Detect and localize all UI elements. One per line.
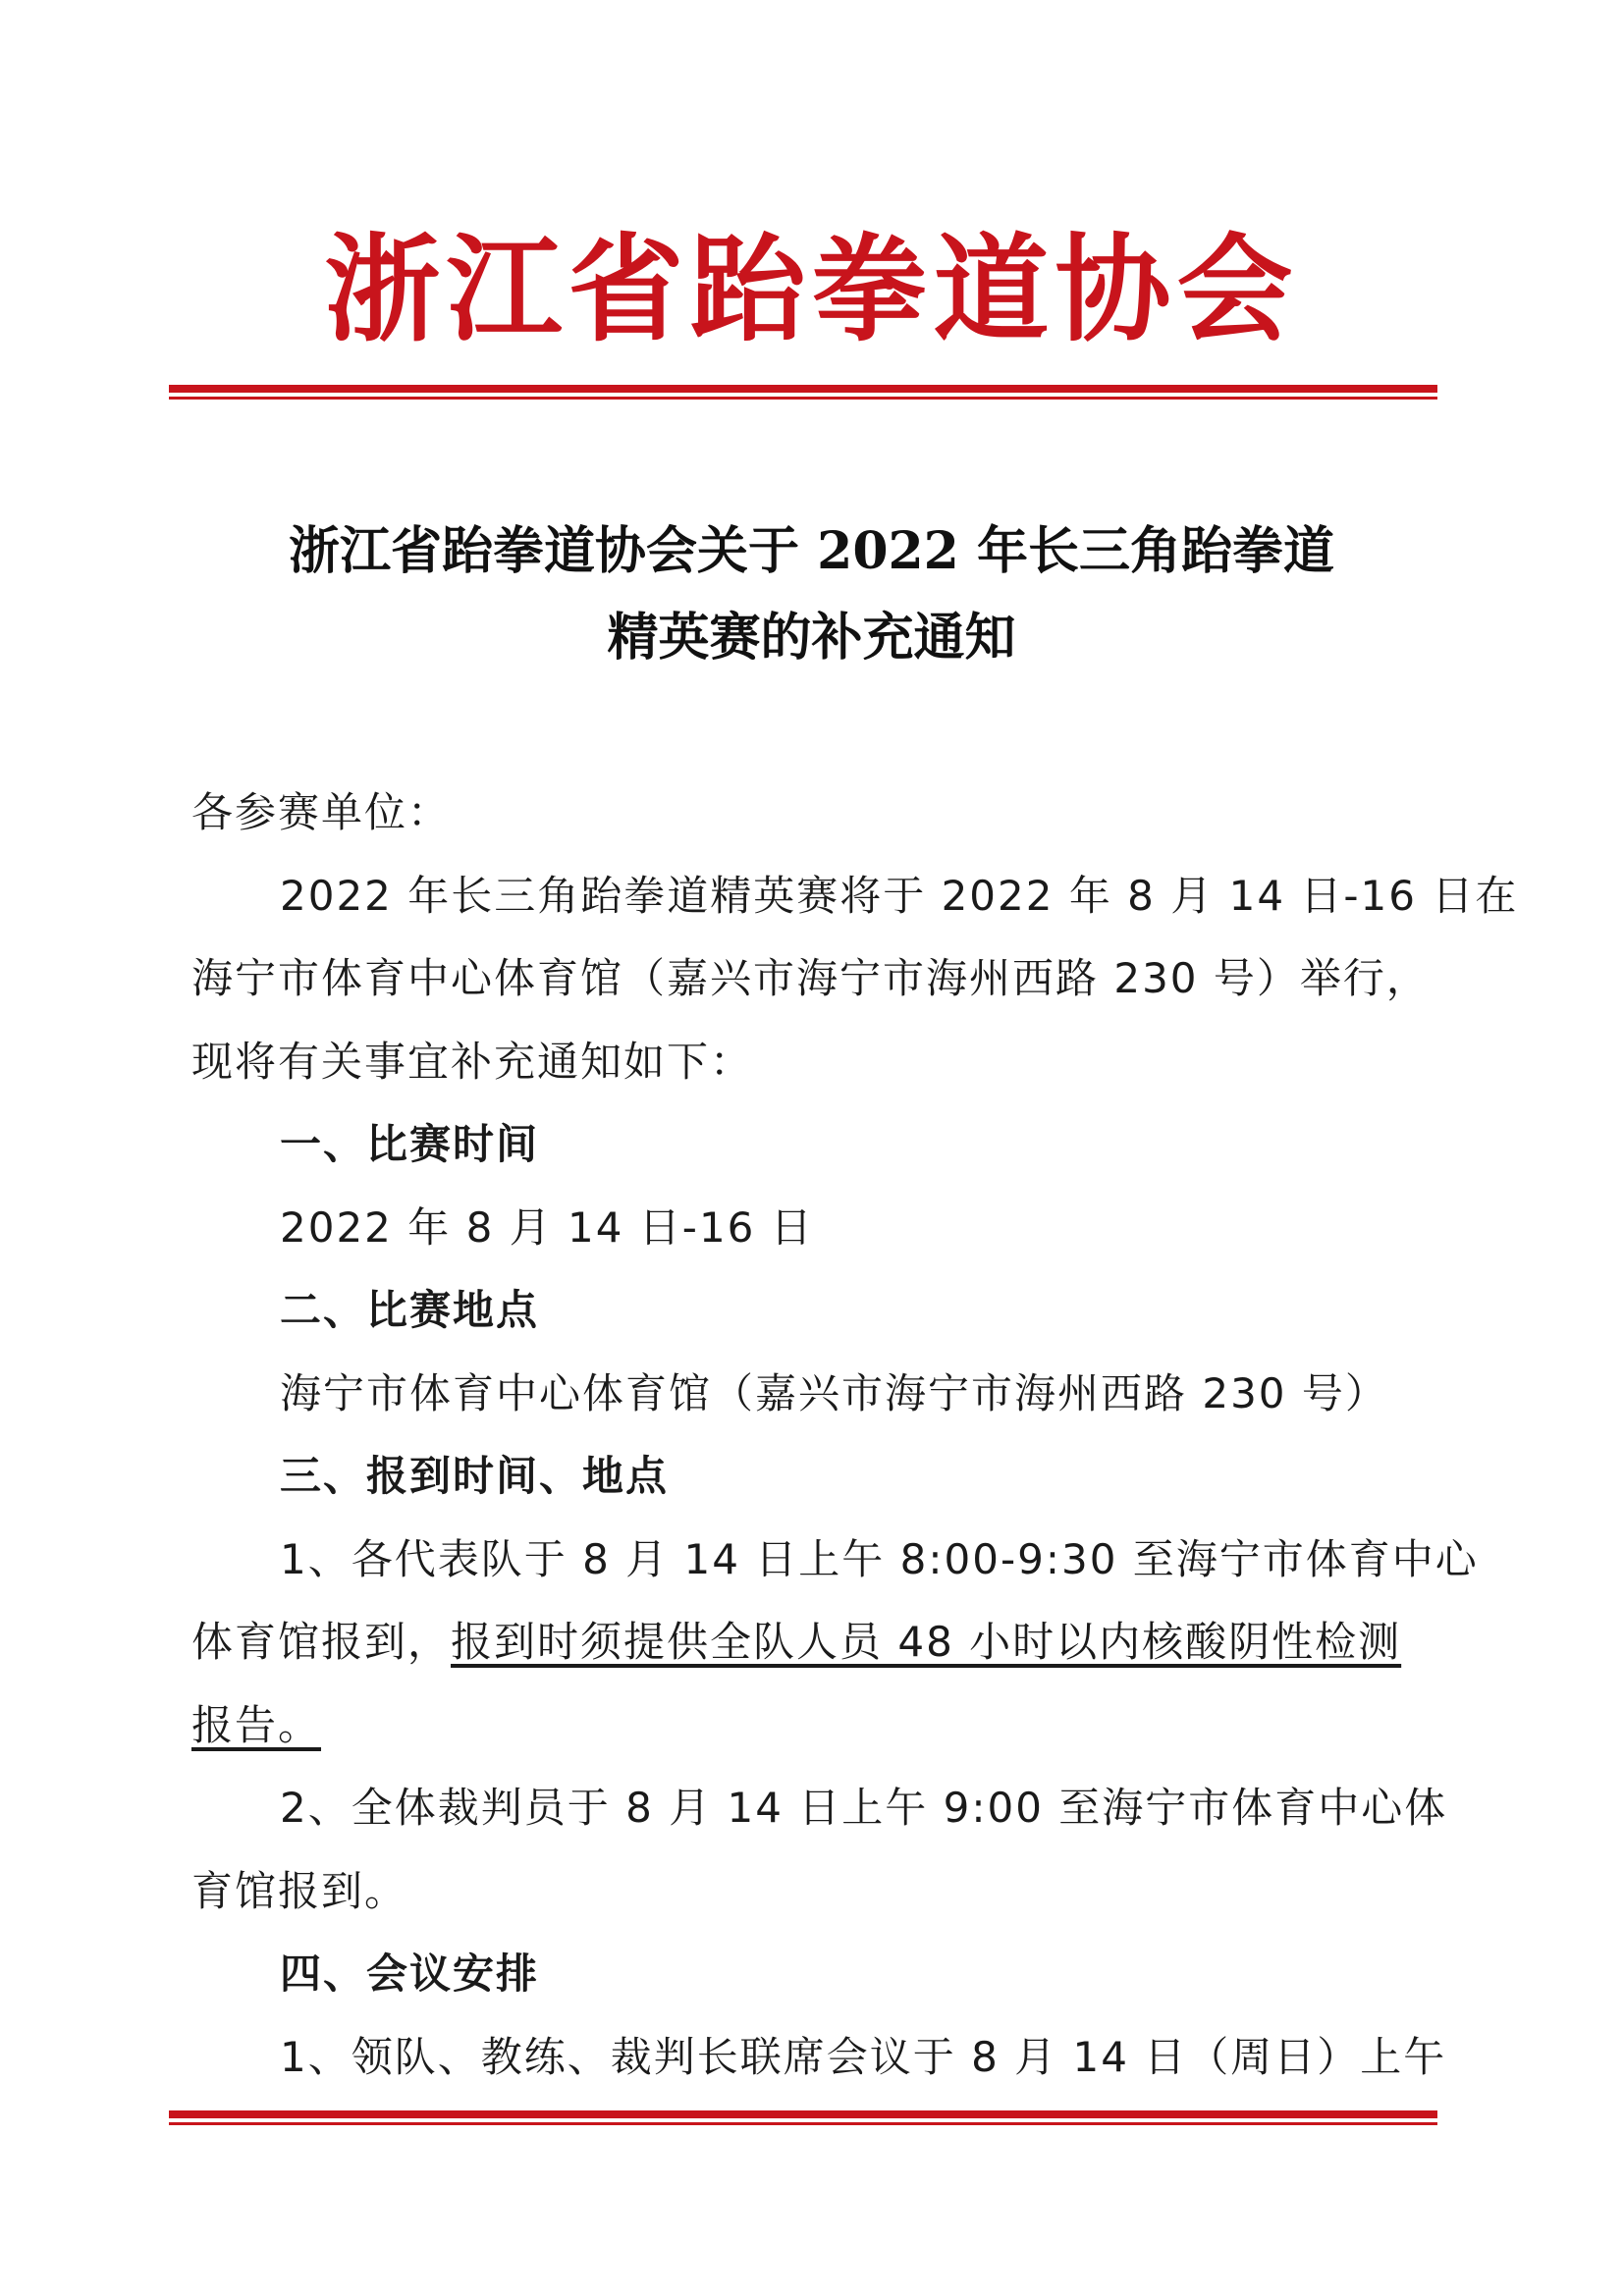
section-3-item-1-underlined-text: 报到时须提供全队人员 48 小时以内核酸阴性检测 [451,1618,1402,1666]
section-3-item-1-line-3 [191,1684,1434,1768]
section-3-item-1-underlined-end: 报告。 [191,1700,322,1749]
section-3-item-1-plain-text: 体育馆报到， [191,1618,452,1666]
section-3-heading: 三、报到时间、地点 [280,1452,670,1500]
section-3-item-1-line-2 [191,1601,1434,1684]
title-line-2: 精英赛的补充通知 [607,608,1016,667]
section-3-item-1-line-1: 1、各代表队于 8 月 14 日上午 8:00-9:30 至海宁市体育中心 [280,1534,1479,1583]
letterhead-red-rule [169,385,1437,400]
document-body [191,772,1519,2099]
intro-line-2: 海宁市体育中心体育馆（嘉兴市海宁市海州西路 230 号）举行， [191,954,1430,1002]
section-4-heading: 四、会议安排 [280,1949,540,1998]
section-4-item-1-line-1: 1、领队、教练、裁判长联席会议于 8 月 14 日（周日）上午 [280,2032,1447,2081]
section-1-text: 2022 年 8 月 14 日-16 日 [280,1202,814,1252]
section-3-item-2-line-2: 育馆报到。 [191,1866,408,1915]
intro-line-3: 现将有关事宜补充通知如下： [191,1037,754,1086]
section-2-text: 海宁市体育中心体育馆（嘉兴市海宁市海州西路 230 号） [280,1368,1388,1417]
title-line-1: 浙江省跆拳道协会关于 2022 年长三角跆拳道 [289,521,1334,581]
footer-red-rule [169,2110,1437,2125]
section-1-heading: 一、比赛时间 [280,1120,540,1168]
letterhead-org-name: 浙江省跆拳道协会 [324,221,1299,357]
section-3-item-2-line-1: 2、全体裁判员于 8 月 14 日上午 9:00 至海宁市体育中心体 [280,1784,1448,1832]
intro-line-1: 2022 年长三角跆拳道精英赛将于 2022 年 8 月 14 日-16 日在 [280,871,1519,920]
salutation: 各参赛单位： [191,788,452,836]
document-title [0,508,1623,681]
section-2-heading: 二、比赛地点 [280,1286,540,1334]
